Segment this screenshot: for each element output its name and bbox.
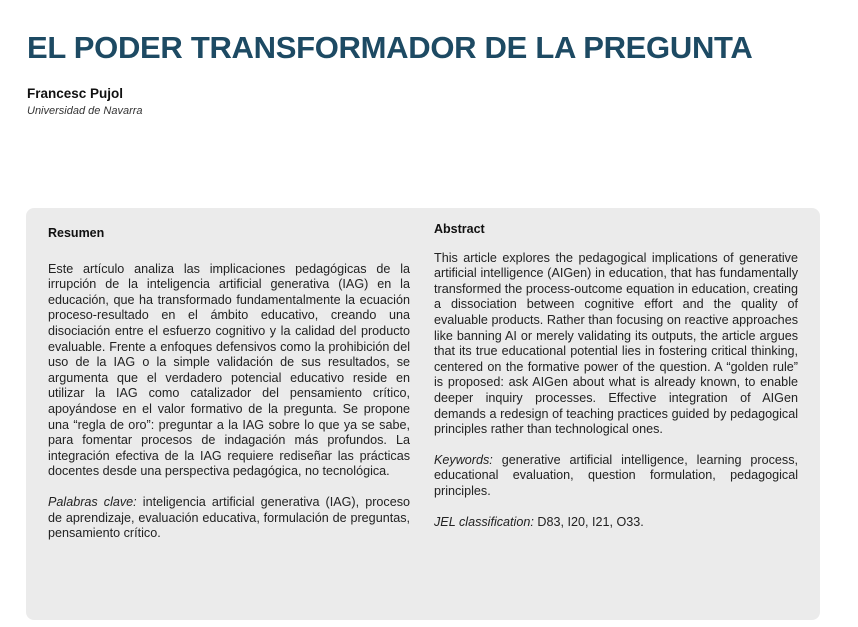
abstract-keywords <box>434 453 798 500</box>
author-name: Francesc Pujol <box>27 86 124 101</box>
jel-codes: D83, I20, I21, O33. <box>537 514 644 529</box>
resumen-keywords-text: inteligencia artificial generativa (IAG), proceso de aprendizaje, evaluación educativa, formulación de preguntas, pensamiento crítico. <box>48 494 410 541</box>
resumen-body: Este artículo analiza las implicaciones pedagógicas de la irrupción de la inteligencia artificial generativa (IAG) en la educación, que ha transformado fundamentalmente la ecuación proceso-resultado en el ámbito educativo, creando una disociación entre el esfuerzo cognitivo y la calidad del producto evaluable. Frente a enfoques defensivos como la prohibición del uso de la IAG o la simple validación de sus resultados, se argumenta que el verdadero potencial educativo reside en utilizar la IAG como catalizador del pensamiento crítico, apoyándose en el valor formativo de la pregunta. Se propone una “regla de oro”: preguntar a la IAG sobre lo que ya se sabe, para fomentar procesos de indagación más profundos. La integración efectiva de la IAG requiere rediseñar las prácticas docentes desde una perspectiva pedagógica, no tecnológica. <box>48 261 410 479</box>
resumen-heading: Resumen <box>48 226 105 240</box>
abstract-body: This article explores the pedagogical implications of generative artificial intelligence (AIGen) in education, that has fundamentally transformed the process-outcome equation in education, creating a dissociation between cognitive effort and the quality of evaluable products. Rather than focusing on reactive approaches like banning AI or merely validating its outputs, the article argues that its true educational potential lies in fostering critical thinking, centered on the formative power of the question. A “golden rule” is proposed: ask AIGen about what is already known, to enable deeper inquiry processes. Effective integration of AIGen demands a redesign of teaching practices guided by pedagogical principles rather than technological ones. <box>434 250 798 437</box>
page-title: EL PODER TRANSFORMADOR DE LA PREGUNTA <box>27 30 753 65</box>
abstract-keywords-label: Keywords: <box>434 452 493 467</box>
resumen-keywords <box>48 495 410 542</box>
jel-classification <box>434 515 798 531</box>
abstract-keywords-text: generative artificial intelligence, learning process, educational evaluation, question formulation, pedagogical principles. <box>434 452 799 498</box>
jel-label: JEL classification: <box>434 514 534 529</box>
abstract-panel <box>26 208 820 620</box>
abstract-column <box>434 222 798 545</box>
resumen-keywords-label: Palabras clave: <box>48 494 137 509</box>
resumen-column <box>48 226 410 557</box>
author-affiliation: Universidad de Navarra <box>27 105 143 117</box>
abstract-heading: Abstract <box>434 222 485 236</box>
